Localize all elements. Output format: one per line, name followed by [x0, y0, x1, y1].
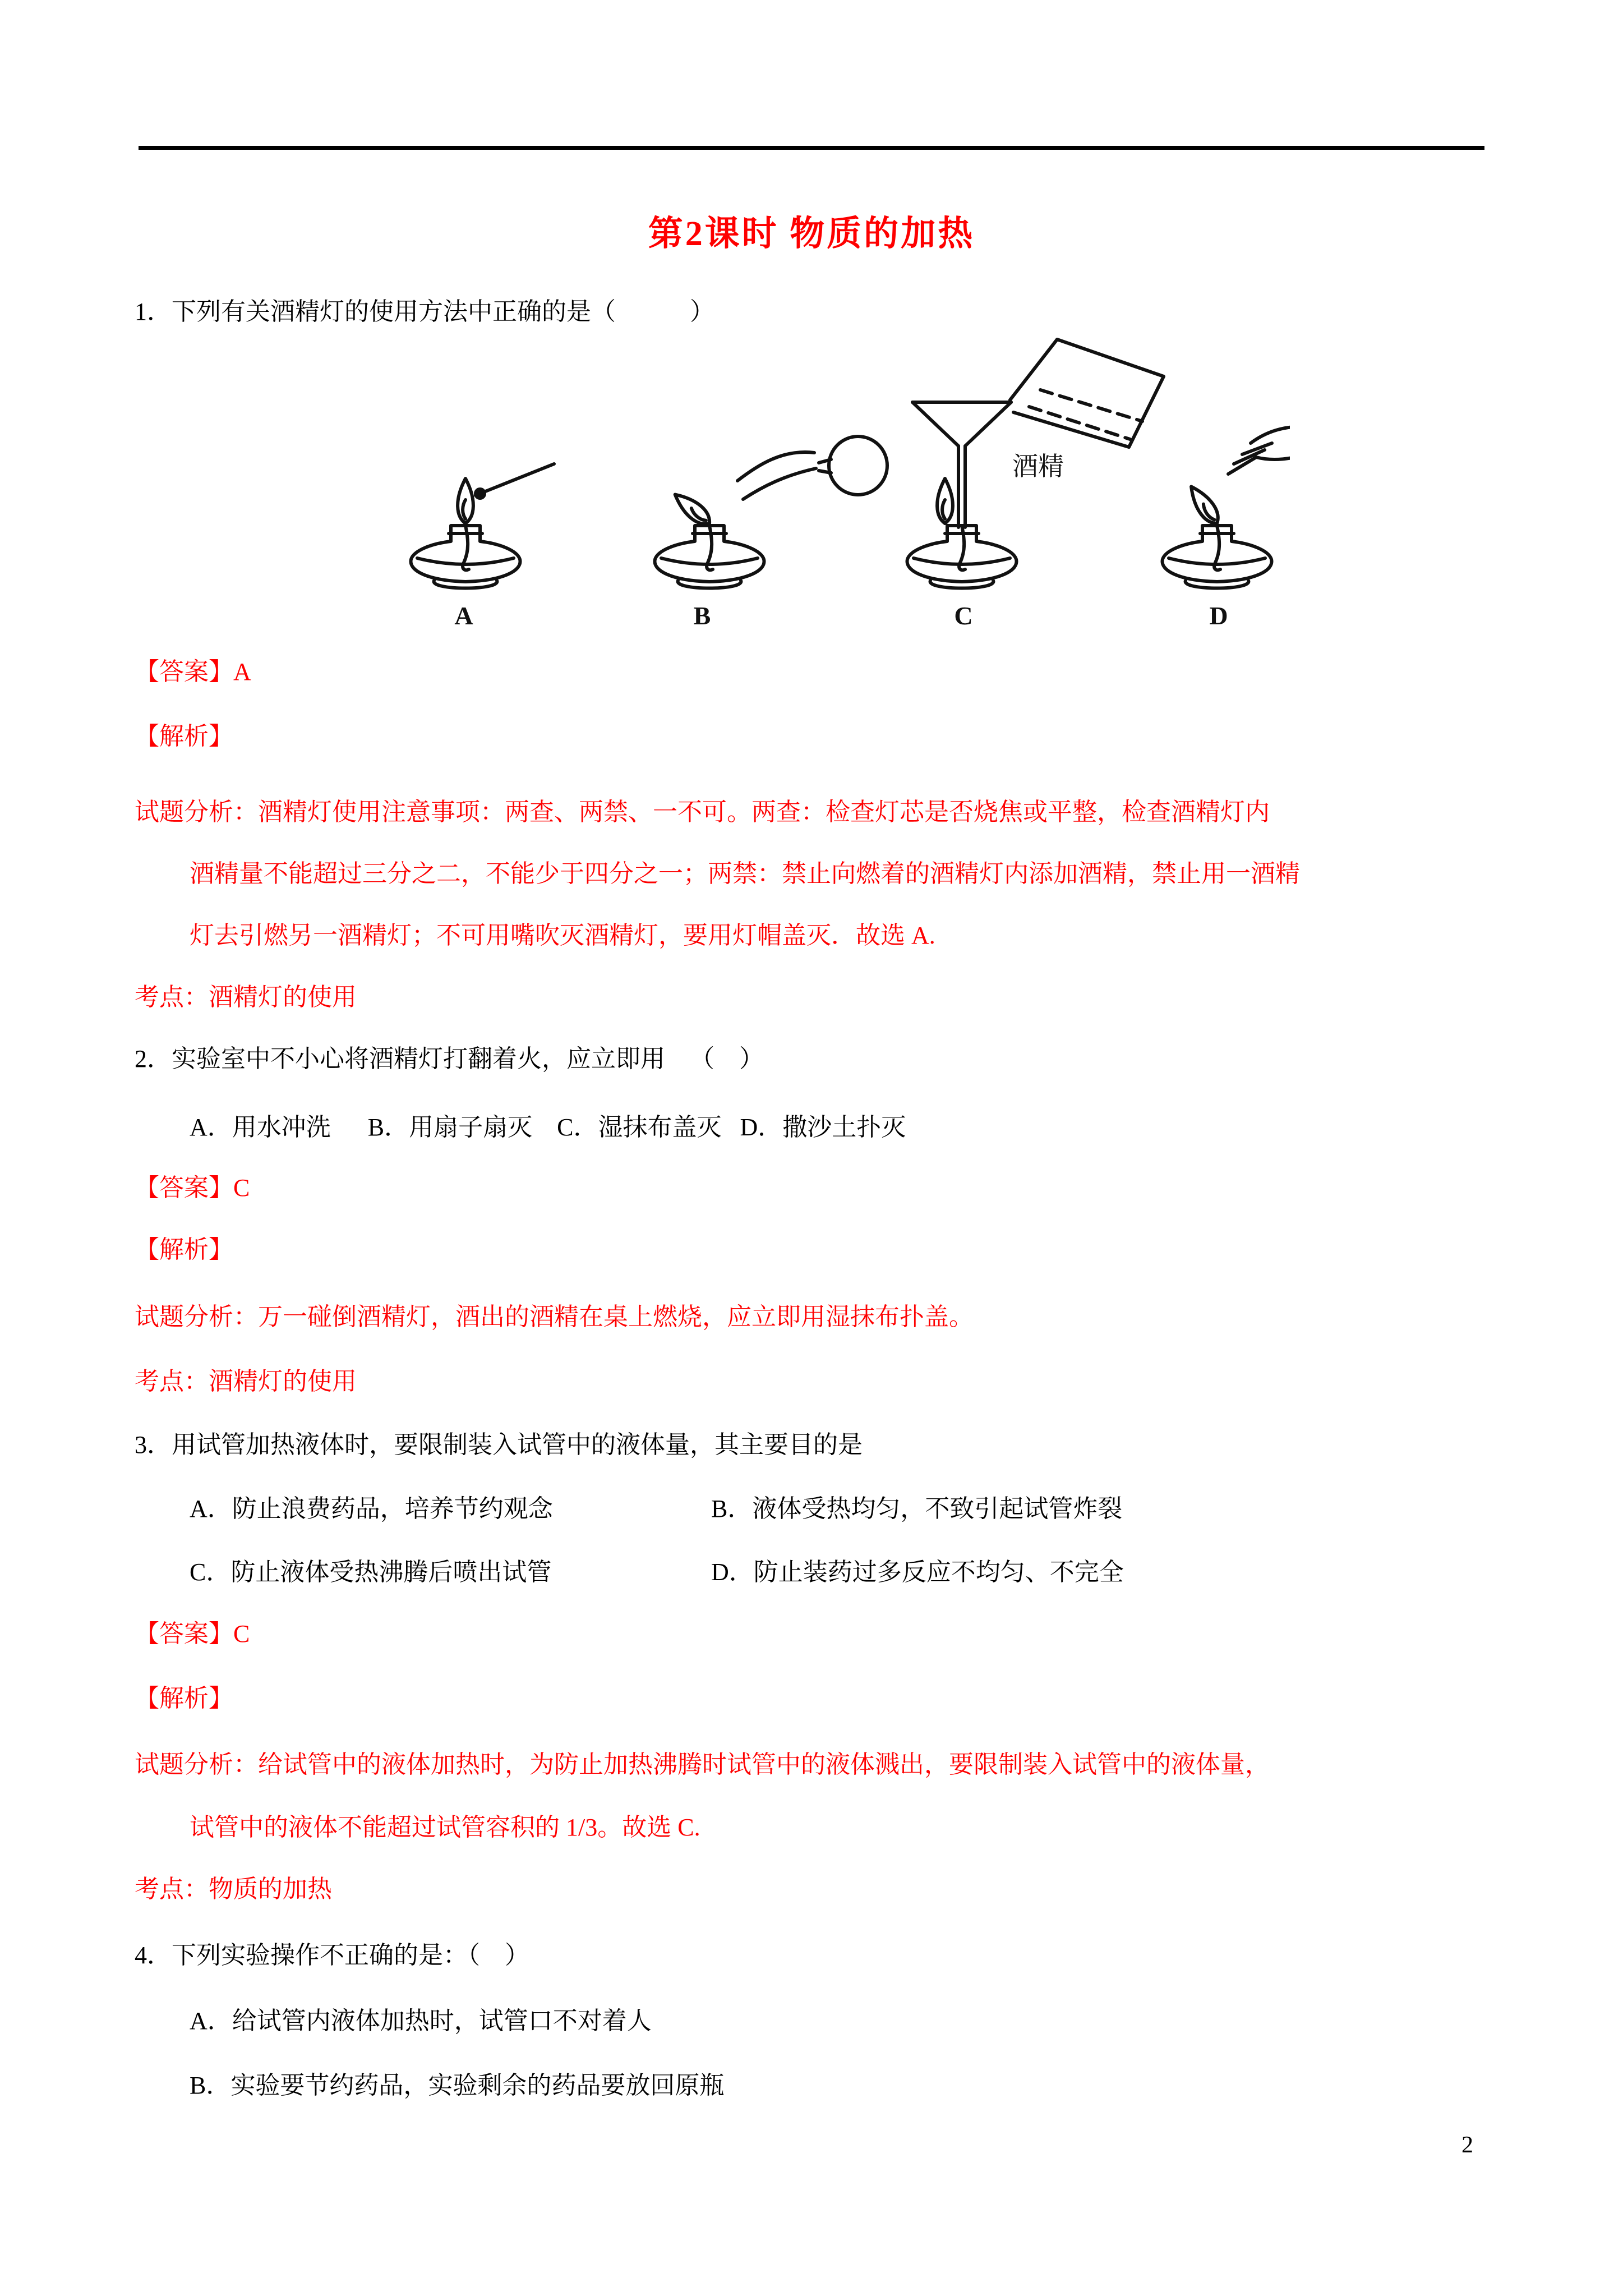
analysis-heading-1: 【解析】: [135, 723, 233, 750]
analysis-heading-2: 【解析】: [135, 1236, 233, 1263]
question-2: 2．实验室中不小心将酒精灯打翻着火，应立即用 （ ）: [135, 1045, 764, 1073]
question-4: 4．下列实验操作不正确的是：（ ）: [135, 1941, 529, 1969]
focus-1: 考点：酒精灯的使用: [135, 983, 357, 1011]
answer-1: 【答案】A: [135, 658, 251, 685]
analysis-1-line-2: 酒精量不能超过三分之二，不能少于四分之一；两禁：禁止向燃着的酒精灯内添加酒精，禁止用一酒精: [190, 860, 1300, 887]
figure-label-b: B: [693, 601, 711, 630]
match-icon: [476, 464, 554, 498]
lamp-c-adding-alcohol-icon: [907, 339, 1164, 588]
figure-label-c: C: [954, 601, 973, 630]
hand-icon: [1228, 427, 1290, 474]
beaker-pouring-icon: [1010, 339, 1164, 447]
analysis-3-line-2: 试管中的液体不能超过试管容积的 1/3。故选 C.: [190, 1814, 700, 1841]
page-title: 第2课时 物质的加热: [648, 215, 975, 253]
analysis-heading-3: 【解析】: [135, 1685, 233, 1712]
lamp-b-blow-out-icon: [655, 436, 887, 588]
header-rule: [139, 146, 1484, 150]
figure-label-d: D: [1209, 601, 1228, 630]
funnel-icon: [912, 402, 1011, 527]
question-2-options: A．用水冲洗 B．用扇子扇灭 C．湿抹布盖灭 D．撒沙土扑灭: [190, 1114, 906, 1141]
question-3-option-d: D．防止装药过多反应不均匀、不完全: [711, 1558, 1124, 1586]
question1-figure: [393, 334, 1290, 659]
figure-label-a: A: [454, 601, 473, 630]
analysis-2-line-1: 试题分析：万一碰倒酒精灯，酒出的酒精在桌上燃烧，应立即用湿抹布扑盖。: [135, 1303, 974, 1331]
lamp-d-hand-over-flame-icon: [1163, 427, 1290, 588]
analysis-1-line-1: 试题分析：酒精灯使用注意事项：两查、两禁、一不可。两查：检查灯芯是否烧焦或平整，检查酒精灯内: [135, 798, 1270, 826]
focus-2: 考点：酒精灯的使用: [135, 1368, 357, 1395]
question-1: 1．下列有关酒精灯的使用方法中正确的是（ ）: [135, 298, 714, 325]
focus-3: 考点：物质的加热: [135, 1875, 332, 1903]
question-4-option-b: B．实验要节约药品，实验剩余的药品要放回原瓶: [190, 2072, 725, 2099]
beaker-alcohol-label: 酒精: [1012, 452, 1064, 481]
question-4-option-a: A．给试管内液体加热时，试管口不对着人: [190, 2007, 652, 2035]
question-3-option-c: C．防止液体受热沸腾后喷出试管: [190, 1558, 552, 1586]
analysis-3-line-1: 试题分析：给试管中的液体加热时，为防止加热沸腾时试管中的液体溅出，要限制装入试管中的液体量，: [135, 1751, 1270, 1778]
answer-2: 【答案】C: [135, 1174, 250, 1202]
page-number: 2: [1461, 2132, 1473, 2158]
answer-3: 【答案】C: [135, 1620, 250, 1648]
lamp-a-lighting-with-match-icon: [411, 464, 554, 588]
question-3: 3．用试管加热液体时，要限制装入试管中的液体量，其主要目的是: [135, 1431, 863, 1458]
blowing-mouth-icon: [737, 436, 887, 499]
analysis-1-line-3: 灯去引燃另一酒精灯；不可用嘴吹灭酒精灯，要用灯帽盖灭．故选 A.: [190, 922, 935, 949]
question-3-option-a: A．防止浪费药品，培养节约观念: [190, 1495, 553, 1522]
question-3-option-b: B．液体受热均匀，不致引起试管炸裂: [711, 1495, 1123, 1522]
